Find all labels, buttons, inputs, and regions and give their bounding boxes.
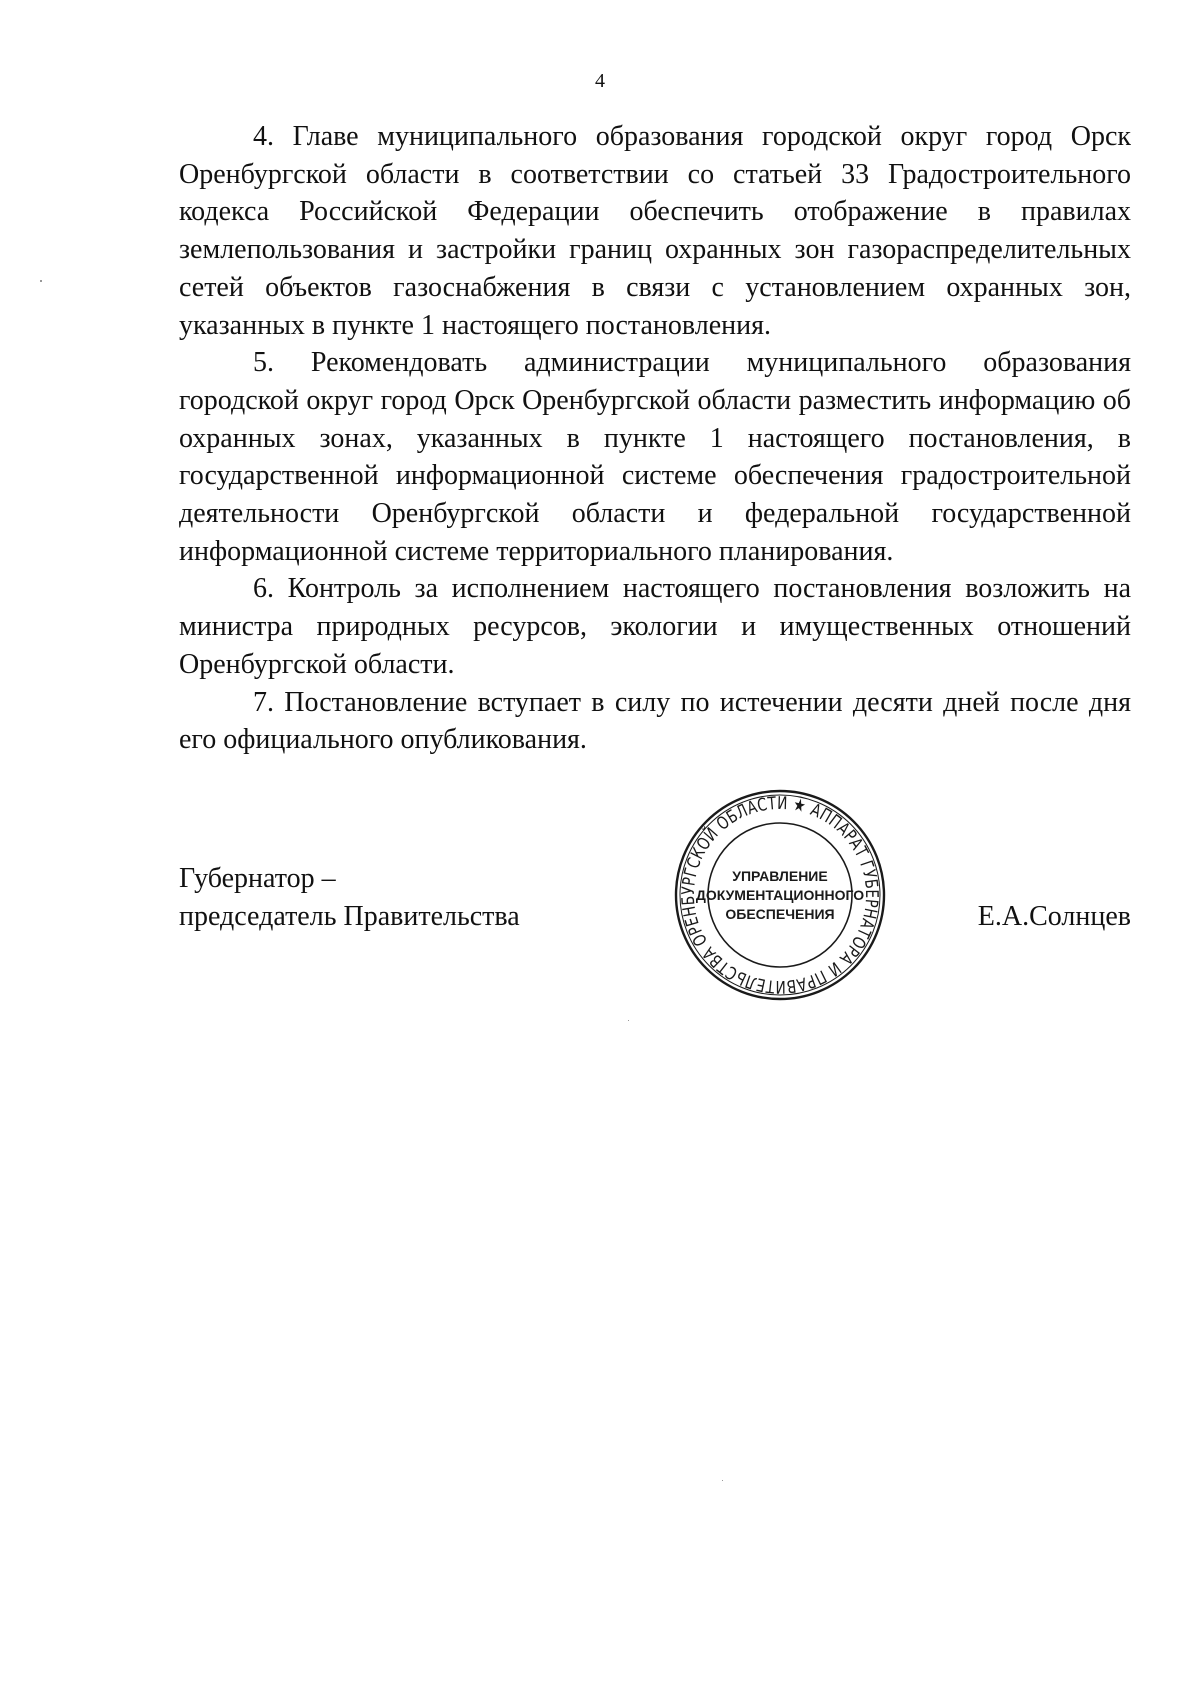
scan-speck	[722, 1480, 723, 1481]
seal-ring-text-path: АППАРАТ ГУБЕРНАТОРА И ПРАВИТЕЛЬСТВА ОРЕНБУРГСКОЙ ОБЛАСТИ ★	[678, 793, 882, 997]
seal-center-line3: ОБЕСПЕЧЕНИЯ	[725, 906, 835, 922]
paragraph-4: 4. Главе муниципального образования городской округ город Орск Оренбургской области в соответствии со статьей 33 Градостроительного кодекса Российской Федерации обеспечить отображение в правилах землепользования и застройки границ охранных зон газораспределительных сетей объектов газоснабжения в связи с установлением охранных зон, указанных в пункте 1 настоящего постановления.	[179, 121, 1131, 341]
seal-graphic	[670, 785, 890, 1005]
scan-speck	[40, 280, 42, 282]
seal-center-line1: УПРАВЛЕНИЕ	[732, 868, 828, 884]
signer-name: Е.А.Солнцев	[977, 901, 1131, 932]
paragraph-7: 7. Постановление вступает в силу по истечении десяти дней после дня его официального опубликования.	[179, 686, 1131, 756]
seal-center-line2: ДОКУМЕНТАЦИОННОГО	[695, 887, 865, 903]
signer-position-line2: председатель Правительства	[179, 901, 520, 932]
scan-speck	[628, 1020, 629, 1021]
page-number: 4	[595, 70, 605, 92]
document-body	[179, 118, 1131, 759]
signer-position-line1: Губернатор –	[179, 863, 336, 894]
official-seal-stamp	[670, 785, 890, 1005]
paragraph-5: 5. Рекомендовать администрации муниципального образования городской округ город Орск Оренбургской области разместить информацию об охранных зонах, указанных в пункте 1 настоящего постановления, в государственной информационной системе обеспечения градостроительной деятельности Оренбургской области и федеральной государственной информационной системе территориального планирования.	[179, 347, 1131, 567]
signer-position	[179, 860, 520, 936]
paragraph-6: 6. Контроль за исполнением настоящего постановления возложить на министра природных ресурсов, экологии и имущественных отношений Оренбургской области.	[179, 573, 1131, 680]
